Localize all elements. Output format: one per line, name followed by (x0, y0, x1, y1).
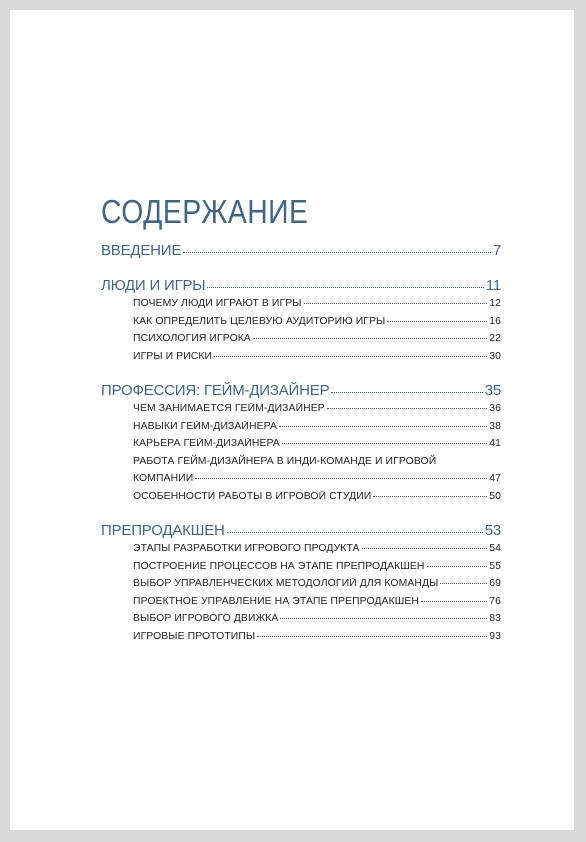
toc-chapter-label: ПРЕПРОДАКШЕН (101, 522, 225, 539)
page-title: СОДЕРЖАНИЕ (101, 193, 309, 230)
dot-leader (421, 601, 487, 602)
toc-page-number: 38 (489, 421, 501, 432)
dot-leader (427, 566, 488, 567)
toc-page-number: 55 (489, 561, 501, 572)
toc-section[interactable] (133, 421, 501, 432)
dot-leader (207, 287, 483, 288)
dot-leader (327, 408, 487, 409)
dot-leader (195, 478, 487, 479)
toc-section-label: ОСОБЕННОСТИ РАБОТЫ В ИГРОВОЙ СТУДИИ (133, 491, 372, 502)
toc-chapter-label: ВВЕДЕНИЕ (101, 242, 182, 259)
toc-section-label: ЭТАПЫ РАЗРАБОТКИ ИГРОВОГО ПРОДУКТА (133, 543, 360, 554)
toc-section-label: ВЫБОР УПРАВЛЕНЧЕСКИХ МЕТОДОЛОГИЙ ДЛЯ КОМАНДЫ (133, 578, 439, 589)
toc-section[interactable] (133, 491, 501, 502)
toc-chapter-label: ЛЮДИ И ИГРЫ (101, 277, 206, 294)
toc-page-number: 76 (489, 596, 501, 607)
toc-section-label-line1[interactable]: РАБОТА ГЕЙМ-ДИЗАЙНЕРА В ИНДИ-КОМАНДЕ И ИГРОВОЙ (133, 456, 437, 467)
toc-section[interactable] (133, 631, 501, 642)
toc-section[interactable] (133, 333, 501, 344)
toc-section-label: ИГРОВЫЕ ПРОТОТИПЫ (133, 631, 256, 642)
dot-leader (304, 303, 488, 304)
toc-section[interactable] (133, 578, 501, 589)
toc-page-number: 69 (489, 578, 501, 589)
toc-section[interactable] (133, 561, 501, 572)
toc-section-label: ПСИХОЛОГИЯ ИГРОКА (133, 333, 251, 344)
toc-page-number: 93 (489, 631, 501, 642)
toc-page-number: 12 (489, 298, 501, 309)
dot-leader (183, 252, 491, 253)
toc-page-number: 41 (489, 438, 501, 449)
toc-page-number: 83 (489, 613, 501, 624)
dot-leader (280, 618, 487, 619)
toc-chapter-preproduction[interactable] (101, 522, 501, 539)
dot-leader (362, 548, 488, 549)
toc-section-label: КАРЬЕРА ГЕЙМ-ДИЗАЙНЕРА (133, 438, 280, 449)
toc-page-number: 22 (489, 333, 501, 344)
toc-page-number: 50 (489, 491, 501, 502)
toc-page-number: 35 (484, 382, 501, 399)
toc-section[interactable] (133, 596, 501, 607)
toc-section[interactable] (133, 613, 501, 624)
toc-page-number: 16 (489, 316, 501, 327)
toc-section-label: ПРОЕКТНОЕ УПРАВЛЕНИЕ НА ЭТАПЕ ПРЕПРОДАКШЕН (133, 596, 419, 607)
toc-page-number: 30 (489, 351, 501, 362)
toc-chapter-profession[interactable] (101, 382, 501, 399)
dot-leader (387, 321, 487, 322)
toc-section-label: ПОЧЕМУ ЛЮДИ ИГРАЮТ В ИГРЫ (133, 298, 302, 309)
toc-section-label: ПОСТРОЕНИЕ ПРОЦЕССОВ НА ЭТАПЕ ПРЕПРОДАКШЕН (133, 561, 425, 572)
toc-section-label: НАВЫКИ ГЕЙМ-ДИЗАЙНЕРА (133, 421, 277, 432)
toc-chapter-people-and-games[interactable] (101, 277, 501, 294)
toc-page-number: 11 (485, 277, 501, 294)
toc-page-number: 36 (489, 403, 501, 414)
dot-leader (279, 426, 487, 427)
toc-chapter-intro[interactable] (101, 242, 501, 259)
toc-chapter-label: ПРОФЕССИЯ: ГЕЙМ-ДИЗАЙНЕР (101, 382, 330, 399)
toc-section[interactable] (133, 543, 501, 554)
dot-leader (214, 356, 487, 357)
dot-leader (253, 338, 487, 339)
book-page (10, 10, 574, 830)
toc-section[interactable] (133, 403, 501, 414)
toc-page-number: 47 (489, 473, 501, 484)
toc-section-label: ЧЕМ ЗАНИМАЕТСЯ ГЕЙМ-ДИЗАЙНЕР (133, 403, 325, 414)
toc-page-number: 7 (492, 242, 501, 259)
dot-leader (227, 532, 483, 533)
toc-section[interactable] (133, 438, 501, 449)
toc-section-label: КАК ОПРЕДЕЛИТЬ ЦЕЛЕВУЮ АУДИТОРИЮ ИГРЫ (133, 316, 386, 327)
dot-leader (331, 392, 482, 393)
dot-leader (440, 583, 487, 584)
toc-section-label: КОМПАНИИ (133, 473, 194, 484)
toc-section-label: ВЫБОР ИГРОВОГО ДВИЖКА (133, 613, 279, 624)
toc-section[interactable] (133, 298, 501, 309)
toc-section-label: ИГРЫ И РИСКИ (133, 351, 213, 362)
toc-section[interactable] (133, 351, 501, 362)
toc-section[interactable] (133, 316, 501, 327)
dot-leader (373, 496, 487, 497)
toc-section[interactable] (133, 473, 501, 484)
dot-leader (282, 443, 487, 444)
dot-leader (257, 636, 487, 637)
toc-page-number: 53 (484, 522, 501, 539)
toc-page-number: 54 (489, 543, 501, 554)
